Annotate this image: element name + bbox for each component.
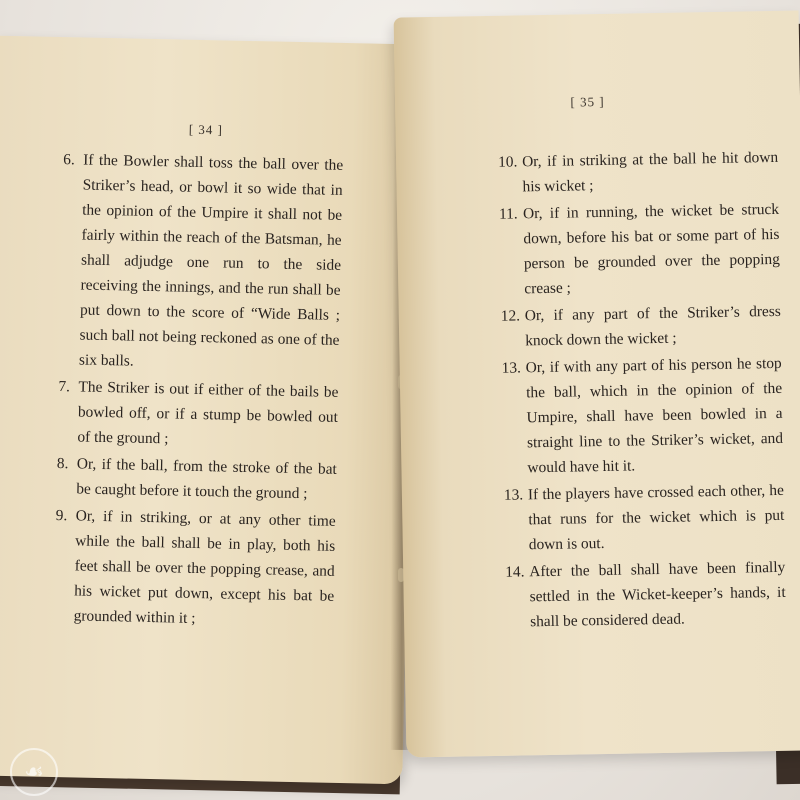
rule-item — [501, 299, 782, 354]
rules-list — [53, 147, 343, 636]
rule-text: Or, if in running, the wicket be struck down, before his bat or some part of his person be grounded over the popping crease ; — [522, 200, 781, 298]
rule-item — [504, 478, 785, 558]
page-number: [ 35 ] — [570, 93, 605, 110]
rule-item — [505, 555, 786, 635]
rule-text: The Striker is out if either of the bails be bowled off, or if a stump be bowled out of the ground ; — [77, 378, 339, 448]
right-page — [394, 11, 800, 758]
rule-item — [53, 503, 336, 634]
left-page — [0, 36, 418, 785]
rule-number: 6. — [63, 151, 75, 169]
rule-number: 9. — [55, 507, 68, 525]
rule-text: Or, if the ball, from the stroke of the bat be caught before it touch the ground ; — [76, 455, 337, 503]
book-seal-icon: ☙ — [10, 748, 58, 796]
rule-text: Or, if in striking, or at any other time while the ball shall be in play, both his feet shall be over the popping crease, and his wicket put down, except his bat be grounded within it ; — [73, 507, 336, 627]
rule-number: 11. — [498, 205, 518, 223]
rule-text: Or, if any part of the Striker’s dress knock down the wicket ; — [524, 302, 781, 350]
page-number: [ 34 ] — [188, 121, 224, 138]
rule-item — [56, 451, 337, 507]
rule-item — [501, 351, 783, 481]
rule-text: Or, if with any part of his person he stop the ball, which in the opinion of the Umpire, shall have been bowled in a straight line to the Striker’s wicket, and would have hit it. — [525, 354, 784, 477]
rule-text: If the Bowler shall toss the ball over the Striker’s head, or bowl it so wide that in the opinion of the Umpire it shall not be fairly within the reach of the Batsman, he shall adjudge one run to the side receiving the innings, and the run shall be put down to the score of “Wide Balls ; such ball not being reckoned as one of the six balls. — [78, 151, 344, 370]
rules-list — [498, 145, 786, 637]
rule-number: 7. — [58, 378, 71, 396]
rule-number: 10. — [497, 153, 518, 171]
rule-item — [498, 145, 779, 200]
rule-number: 13. — [501, 359, 522, 377]
rule-text: Or, if in striking at the ball he hit down his wicket ; — [521, 148, 779, 196]
rule-number: 13. — [503, 486, 524, 504]
rule-number: 12. — [500, 307, 521, 325]
rule-item — [57, 374, 339, 455]
rule-item — [59, 147, 344, 378]
rule-number: 14. — [505, 563, 525, 581]
rule-item — [499, 197, 781, 302]
rule-number: 8. — [56, 455, 69, 473]
rule-text: After the ball shall have been finally settled in the Wicket-keeper’s hands, it shall be considered dead. — [529, 558, 786, 631]
rule-text: If the players have crossed each other, he that runs for the wicket which is put down is out. — [527, 481, 785, 554]
